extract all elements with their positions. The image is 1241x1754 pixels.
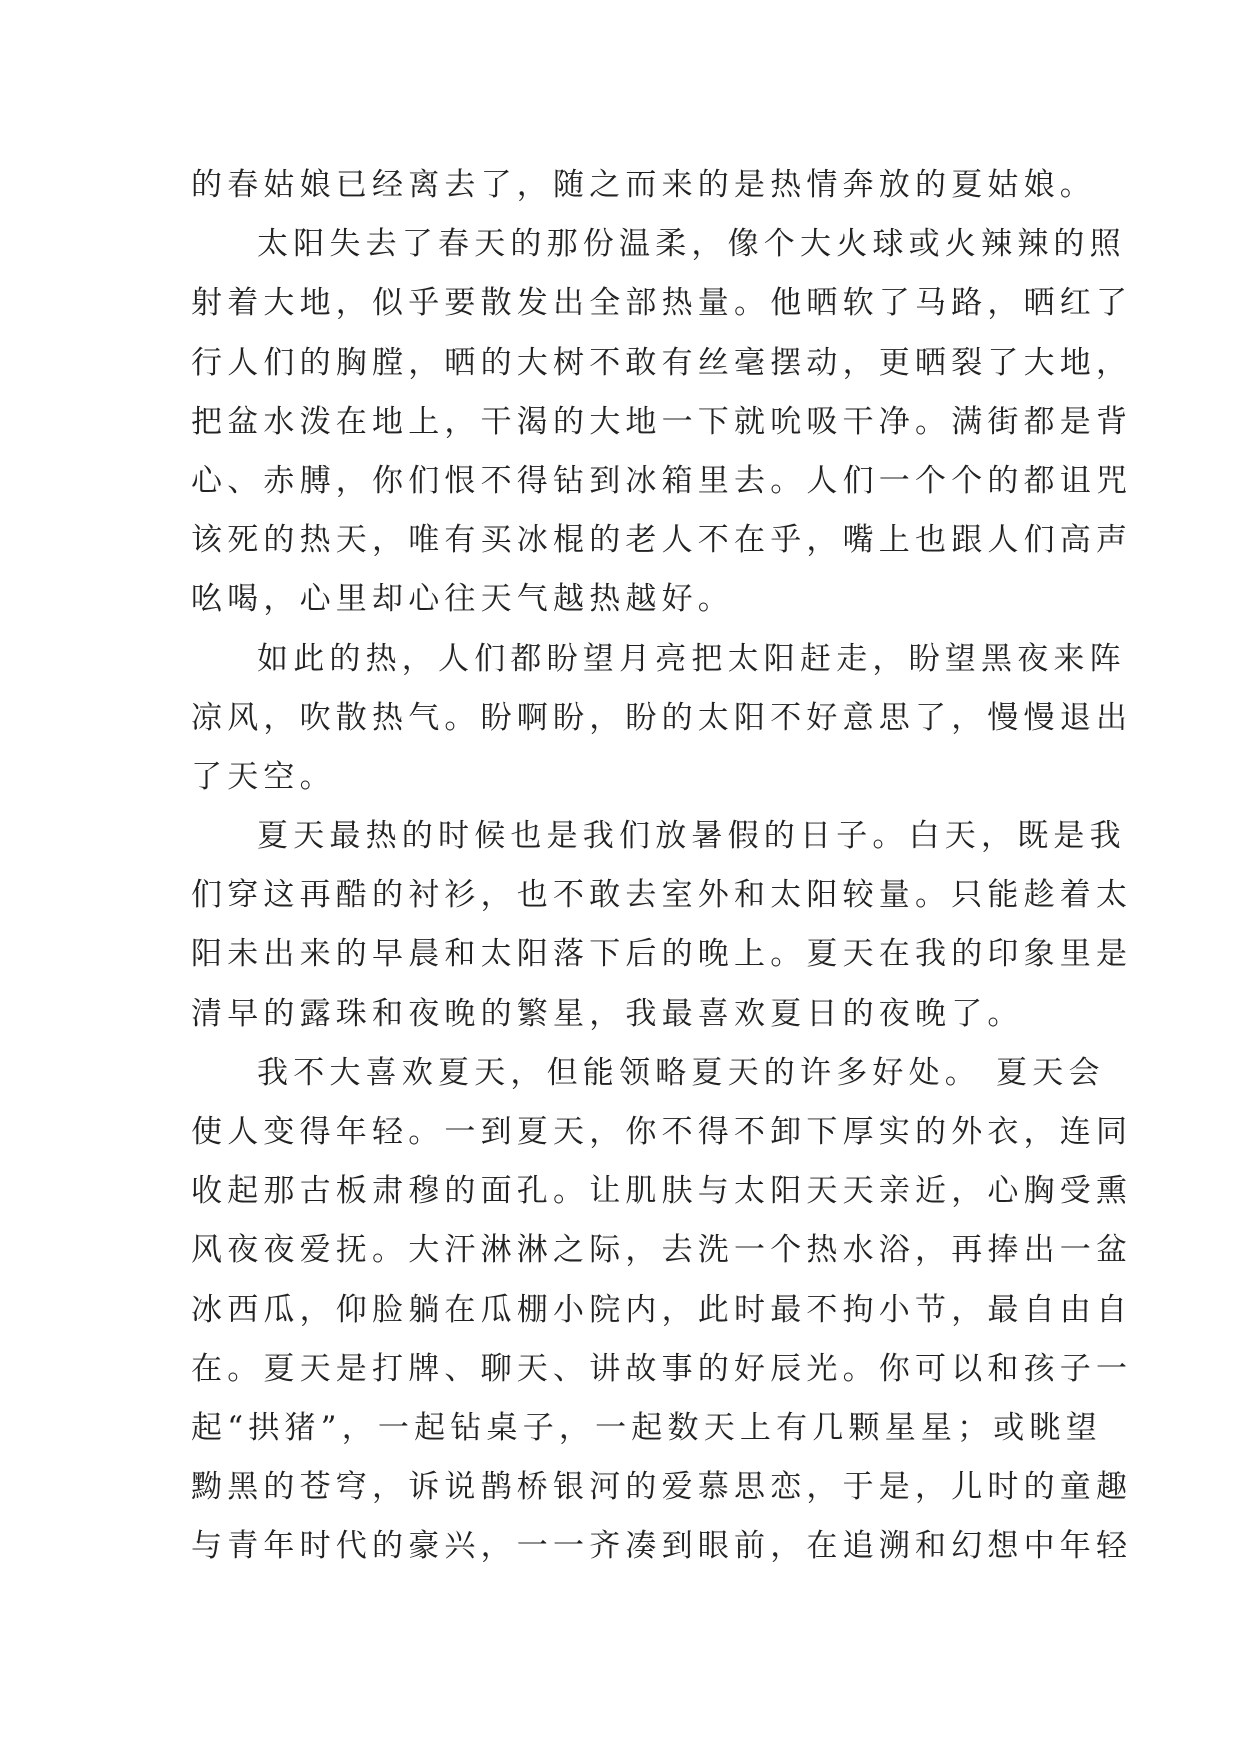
paragraph-3 (191, 630, 1133, 808)
text-line: 射着大地，似乎要散发出全部热量。他晒软了马路，晒红了 (191, 285, 1133, 322)
text-line: 我不大喜欢夏天，但能领略夏天的许多好处。 夏天会 (257, 1054, 1105, 1091)
text-line: 在。夏天是打牌、聊天、讲故事的好辰光。你可以和孩子一 (191, 1350, 1133, 1387)
text-line: 黝黑的苍穹，诉说鹊桥银河的爱慕思恋，于是，儿时的童趣 (191, 1469, 1133, 1506)
paragraph-4 (191, 807, 1133, 1044)
paragraph-2 (191, 215, 1133, 629)
text-line: 阳未出来的早晨和太阳落下后的晚上。夏天在我的印象里是 (191, 936, 1133, 973)
text-line: 吆喝，心里却心往天气越热越好。 (191, 581, 734, 618)
text-line: 了天空。 (191, 758, 336, 795)
text-line: 太阳失去了春天的那份温柔，像个大火球或火辣辣的照 (257, 226, 1126, 263)
text-line: 冰西瓜，仰脸躺在瓜棚小院内，此时最不拘小节，最自由自 (191, 1291, 1133, 1328)
text-line: 凉风，吹散热气。盼啊盼，盼的太阳不好意思了，慢慢退出 (191, 699, 1133, 736)
text-line: 夏天最热的时候也是我们放暑假的日子。白天，既是我 (257, 818, 1126, 855)
text-line: 们穿这再酷的衬衫，也不敢去室外和太阳较量。只能趁着太 (191, 877, 1133, 914)
paragraph-1 (191, 156, 1096, 215)
text-line: 如此的热，人们都盼望月亮把太阳赶走，盼望黑夜来阵 (257, 640, 1126, 677)
text-line: 与青年时代的豪兴，一一齐凑到眼前，在追溯和幻想中年轻 (191, 1528, 1133, 1565)
paragraph-5 (191, 1044, 1133, 1577)
text-line: 风夜夜爱抚。大汗淋淋之际，去洗一个热水浴，再捧出一盆 (191, 1232, 1133, 1269)
text-line: 把盆水泼在地上，干渴的大地一下就吮吸干净。满街都是背 (191, 403, 1133, 440)
text-line: 心、赤膊，你们恨不得钻到冰箱里去。人们一个个的都诅咒 (191, 462, 1133, 499)
text-line: 收起那古板肃穆的面孔。让肌肤与太阳天天亲近，心胸受熏 (191, 1173, 1133, 1210)
text-line: 的春姑娘已经离去了，随之而来的是热情奔放的夏姑娘。 (191, 167, 1096, 203)
text-line: 使人变得年轻。一到夏天，你不得不卸下厚实的外衣，连同 (191, 1114, 1133, 1150)
text-line: 该死的热天，唯有买冰棍的老人不在乎，嘴上也跟人们高声 (191, 522, 1133, 559)
text-line: 起“拱猪”，一起钻桌子，一起数天上有几颗星星；或眺望 (191, 1409, 1102, 1446)
document-body (191, 156, 1133, 1577)
text-line: 清早的露珠和夜晚的繁星，我最喜欢夏日的夜晚了。 (191, 995, 1024, 1032)
text-line: 行人们的胸膛，晒的大树不敢有丝毫摆动，更晒裂了大地， (191, 344, 1133, 381)
